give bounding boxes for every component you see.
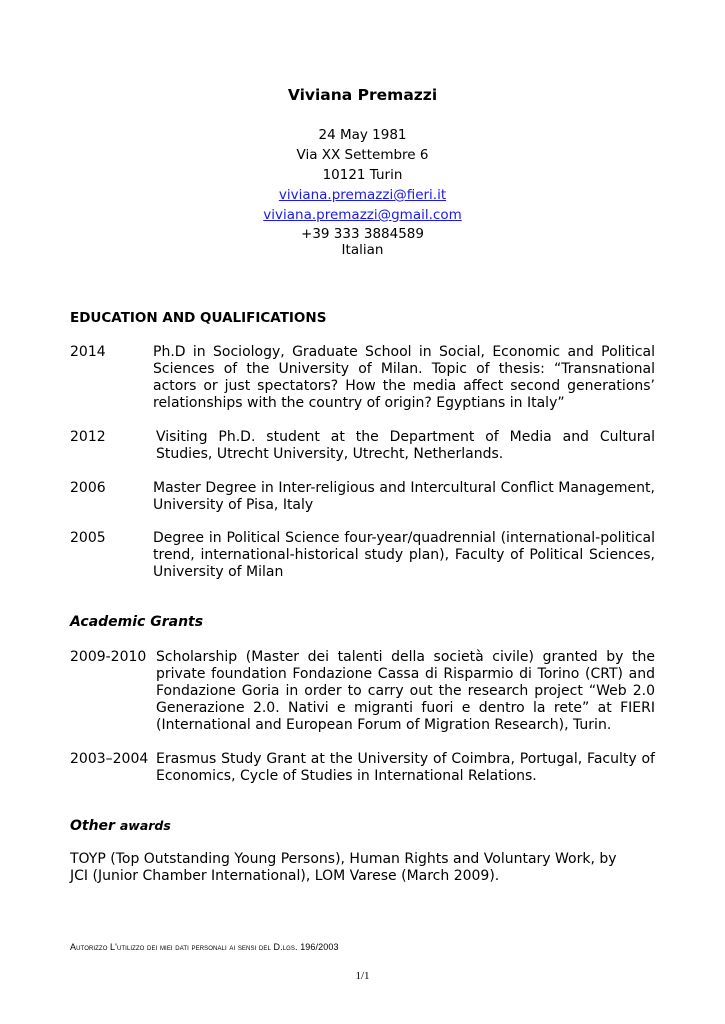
nationality: Italian (341, 242, 384, 258)
education-year: 2005 (70, 530, 106, 546)
education-description: Visiting Ph.D. student at the Department of Media and Cultural Studies, Utrecht University, Utrecht, Netherlands. (156, 429, 655, 462)
education-year: 2006 (70, 480, 106, 496)
grants-heading: Academic Grants (70, 614, 204, 630)
phone-number: +39 333 3884589 (301, 226, 424, 242)
candidate-name: Viviana Premazzi (287, 86, 438, 104)
email-link-gmail[interactable]: viviana.premazzi@gmail.com (263, 207, 462, 223)
awards-description: TOYP (Top Outstanding Young Persons), Human Rights and Voluntary Work, by JCI (Junior Chamber International), LOM Varese (March 2009). (70, 851, 617, 884)
grant-year: 2003–2004 (70, 751, 149, 767)
education-description: Master Degree in Inter-religious and Intercultural Conflict Management, University of Pisa, Italy (153, 480, 655, 513)
birth-date: 24 May 1981 (318, 127, 407, 143)
education-description: Degree in Political Science four-year/quadrennial (international-political trend, international-historical study plan), Faculty of Political Sciences, University of Milan (153, 530, 655, 580)
education-year: 2014 (70, 344, 106, 360)
awards-heading-word-1: Other (70, 818, 115, 834)
page-number: 1/1 (355, 970, 370, 982)
education-description: Ph.D in Sociology, Graduate School in Social, Economic and Political Sciences of the University of Milan. Topic of thesis: “Transnational actors or just spectators? How the media affect second generations’ relationships with the country of origin? Egyptians in Italy” (153, 344, 655, 411)
email-link-fieri[interactable]: viviana.premazzi@fieri.it (278, 187, 447, 203)
education-heading: EDUCATION AND QUALIFICATIONS (70, 310, 327, 326)
grant-description: Scholarship (Master dei talenti della società civile) granted by the private foundation Fondazione Cassa di Risparmio di Torino (CRT) and Fondazione Goria in order to carry out the research project “Web 2.0 Generazione 2.0. Nativi e migranti fuori e dentro la rete” at FIERI (International and European Forum of Migration Research), Turin. (156, 649, 655, 733)
street-address: Via XX Settembre 6 (296, 147, 429, 163)
city-address: 10121 Turin (322, 167, 403, 183)
awards-heading-word-2: awards (119, 818, 171, 833)
data-consent-note: Autorizzo L'utilizzo dei miei dati personali ai sensi del D.lgs. 196/2003 (70, 942, 339, 952)
awards-heading (70, 818, 171, 834)
education-year: 2012 (70, 429, 106, 445)
grant-year: 2009-2010 (70, 649, 147, 665)
grant-description: Erasmus Study Grant at the University of Coimbra, Portugal, Faculty of Economics, Cycle of Studies in International Relations. (156, 751, 655, 784)
